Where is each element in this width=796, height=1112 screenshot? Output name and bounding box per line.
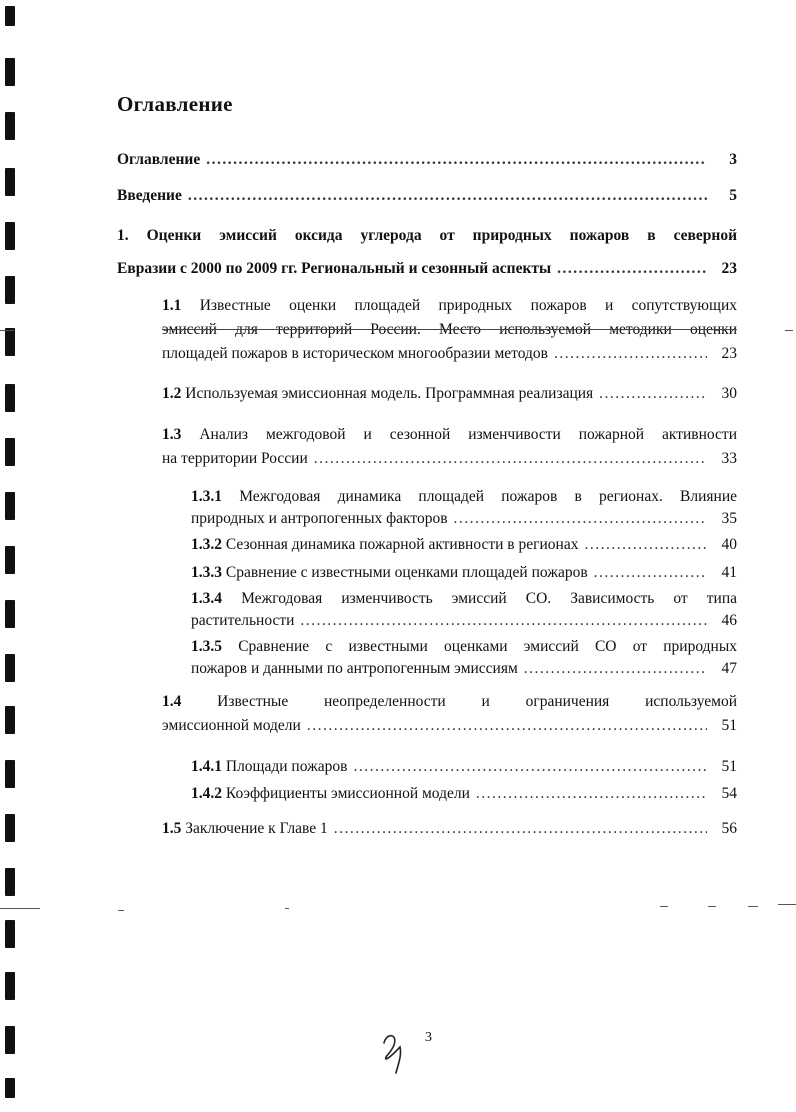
dot-leader [554,342,707,366]
scan-artifact [660,906,668,907]
entry-line: природных и антропогенных факторов [191,510,448,527]
entry-line: Евразии с 2000 по 2009 гг. Региональный и сезонный аспекты [117,260,552,277]
handwritten-signature [378,1025,418,1075]
toc-entry-1-4-2[interactable] [191,784,737,803]
section-number: 1.4.2 [191,785,222,802]
toc-entry-1-3-1[interactable] [191,486,737,530]
binding-mark [5,168,15,196]
binding-mark [5,222,15,250]
dot-leader [476,784,707,803]
page-ref: 41 [721,564,737,581]
entry-line: на территории России [162,450,308,467]
binding-mark [5,920,15,948]
entry-text: Площади пожаров [225,758,348,775]
binding-mark [5,760,15,788]
page-ref: 30 [721,385,737,402]
entry-line: эмиссий для территорий России. Место используемой методики оценки [162,321,737,338]
binding-mark [5,1026,15,1054]
binding-mark [5,814,15,842]
toc-entry-chapter-1[interactable] [117,219,737,285]
section-number: 1.1 [162,297,182,314]
toc-entry-introduction[interactable] [117,186,737,205]
dot-leader [354,757,708,776]
entry-text: Используемая эмиссионная модель. Программная реализация [185,385,594,402]
entry-line: Межгодовая изменчивость эмиссий СО. Зависимость от типа [241,590,737,607]
page-ref: 51 [721,717,737,734]
scan-artifact [708,906,716,907]
entry-line: пожаров и данными по антропогенным эмиссиям [191,660,518,677]
binding-mark [5,492,15,520]
dot-leader [314,447,707,471]
page-ref: 3 [729,151,737,168]
dot-leader [454,508,707,530]
section-number: 1.5 [162,820,182,837]
section-number: 1.4 [162,693,182,710]
page-ref: 46 [721,612,737,629]
page-ref: 5 [729,187,737,204]
page-ref: 40 [721,536,737,553]
section-number: 1.4.1 [191,758,222,775]
binding-mark [5,384,15,412]
binding-mark [5,1078,15,1098]
toc-entry-1-5[interactable] [162,819,737,838]
entry-line: Известные неопределенности и ограничения используемой [217,693,737,710]
binding-mark [5,58,15,86]
page-ref: 23 [721,345,737,362]
page-ref: 54 [721,785,737,802]
scan-artifact [785,330,793,331]
binding-mark [5,328,15,356]
scan-artifact [285,908,289,909]
scan-artifact [118,910,124,911]
page-number: 3 [425,1030,432,1045]
binding-mark [5,276,15,304]
toc-entry-1-4-1[interactable] [191,757,737,776]
entry-line: эмиссионной модели [162,717,301,734]
entry-text: Введение [117,187,182,204]
scan-artifact [0,330,14,331]
dot-leader [599,384,707,403]
dot-leader [557,252,707,285]
toc-entry-contents[interactable] [117,150,737,169]
page-ref: 23 [721,260,737,277]
binding-mark [5,112,15,140]
dot-leader [188,186,707,205]
scan-artifact [748,906,758,907]
page-ref: 47 [721,660,737,677]
entry-line: Межгодовая динамика площадей пожаров в регионах. Влияние [239,488,737,505]
toc-entry-1-3-4[interactable] [191,588,737,632]
entry-text: Заключение к Главе 1 [185,820,328,837]
page-title: Оглавление [117,92,233,116]
dot-leader [300,610,707,632]
dot-leader [307,714,707,738]
section-number: 1.3.1 [191,488,222,505]
page-ref: 35 [721,510,737,527]
binding-mark [5,706,15,734]
dot-leader [584,535,707,554]
binding-mark [5,6,15,26]
toc-entry-1-1[interactable] [162,294,737,366]
section-number: 1.3 [162,426,182,443]
entry-text: Коэффициенты эмиссионной модели [225,785,470,802]
entry-line: Анализ межгодовой и сезонной изменчивости пожарной активности [199,426,737,443]
dot-leader [524,658,707,680]
scan-artifact [778,904,796,905]
section-number: 1.3.4 [191,590,222,607]
binding-mark [5,600,15,628]
dot-leader [594,563,707,582]
binding-mark [5,972,15,1000]
entry-line: Известные оценки площадей природных пожаров и сопутствующих [199,297,737,314]
section-number: 1.2 [162,385,182,402]
scan-artifact [0,908,40,909]
page-ref: 56 [721,820,737,837]
toc-entry-1-3[interactable] [162,423,737,471]
entry-line: 1. Оценки эмиссий оксида углерода от природных пожаров в северной [117,227,737,244]
binding-mark [5,438,15,466]
binding-mark [5,868,15,896]
dot-leader [206,150,707,169]
toc-entry-1-3-5[interactable] [191,636,737,680]
binding-mark [5,654,15,682]
entry-line: Сравнение с известными оценками эмиссий СО от природных [238,638,737,655]
entry-text: Сезонная динамика пожарной активности в регионах [225,536,579,553]
page-ref: 51 [721,758,737,775]
section-number: 1.3.5 [191,638,222,655]
entry-line: растительности [191,612,295,629]
section-number: 1.3.3 [191,564,222,581]
page-ref: 33 [721,450,737,467]
entry-text: Сравнение с известными оценками площадей пожаров [225,564,588,581]
section-number: 1.3.2 [191,536,222,553]
toc-entry-1-2[interactable] [162,384,737,403]
toc-entry-1-3-3[interactable] [191,563,737,582]
binding-mark [5,546,15,574]
dot-leader [334,819,707,838]
entry-line: площадей пожаров в историческом многообразии методов [162,345,548,362]
toc-entry-1-4[interactable] [162,690,737,738]
toc-entry-1-3-2[interactable] [191,535,737,554]
entry-text: Оглавление [117,151,201,168]
